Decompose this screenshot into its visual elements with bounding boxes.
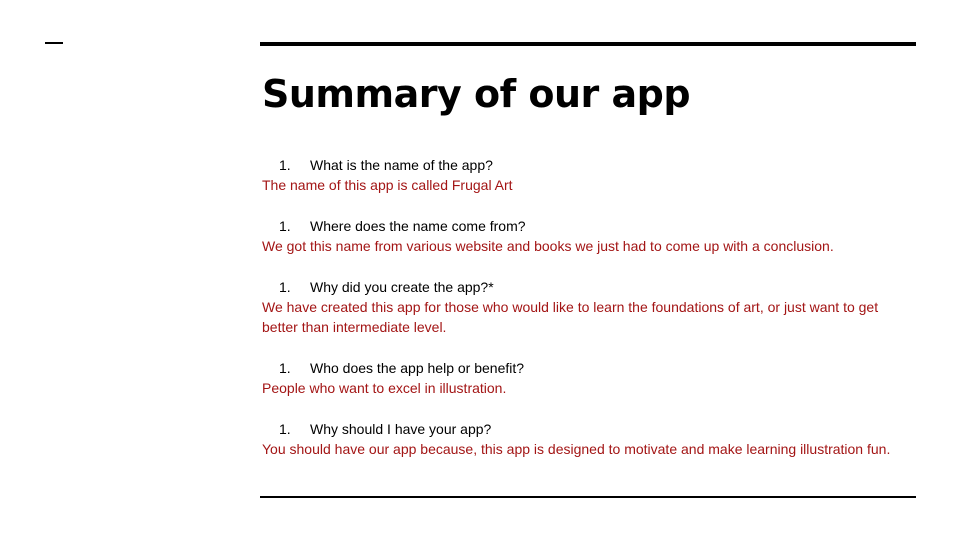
qa-item-4 bbox=[262, 358, 916, 398]
question-text: Why should I have your app? bbox=[310, 421, 492, 437]
question bbox=[262, 277, 916, 297]
question-number: 1. bbox=[279, 360, 291, 376]
question-number: 1. bbox=[279, 218, 291, 234]
bottom-rule bbox=[260, 496, 916, 498]
question bbox=[262, 419, 916, 439]
answer-text: We got this name from various website and books we just had to come up with a conclusion. bbox=[262, 238, 834, 254]
answer-text: We have created this app for those who would like to learn the foundations of art, or just want to get better than intermediate level. bbox=[262, 299, 879, 335]
question-text: Why did you create the app?* bbox=[310, 279, 494, 295]
question-text: What is the name of the app? bbox=[310, 157, 493, 173]
answer-text: You should have our app because, this app is designed to motivate and make learning illustration fun. bbox=[262, 441, 891, 457]
question bbox=[262, 155, 916, 175]
question-text: Where does the name come from? bbox=[310, 218, 526, 234]
question bbox=[262, 358, 916, 378]
question-text: Who does the app help or benefit? bbox=[310, 360, 525, 376]
qa-item-2 bbox=[262, 216, 916, 256]
slide-title: Summary of our app bbox=[262, 72, 691, 116]
qa-list bbox=[262, 155, 916, 480]
answer-text: People who want to excel in illustration. bbox=[262, 380, 507, 396]
question-number: 1. bbox=[279, 421, 291, 437]
corner-dash-decoration bbox=[45, 42, 63, 44]
answer-text: The name of this app is called Frugal Art bbox=[262, 177, 513, 193]
question-number: 1. bbox=[279, 279, 291, 295]
qa-item-3 bbox=[262, 277, 916, 337]
question bbox=[262, 216, 916, 236]
qa-item-1 bbox=[262, 155, 916, 195]
top-rule bbox=[260, 42, 916, 46]
qa-item-5 bbox=[262, 419, 916, 459]
question-number: 1. bbox=[279, 157, 291, 173]
